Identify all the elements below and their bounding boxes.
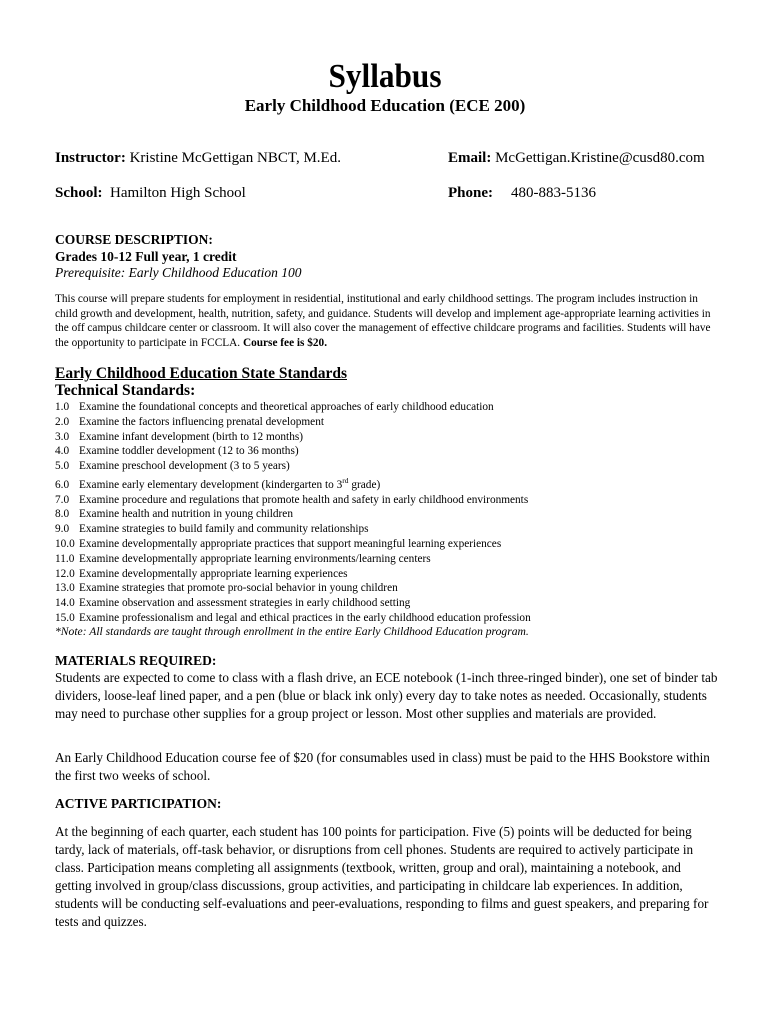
technical-standards-title: Technical Standards: bbox=[55, 382, 196, 399]
standard-number: 6.0 bbox=[55, 478, 70, 491]
participation-heading: ACTIVE PARTICIPATION: bbox=[55, 796, 222, 811]
standard-number: 13.0 bbox=[55, 582, 75, 595]
list-item bbox=[55, 430, 735, 445]
standard-number: 11.0 bbox=[55, 552, 75, 565]
standard-number: 14.0 bbox=[55, 597, 75, 610]
standard-text: Examine infant development (birth to 12 months) bbox=[79, 430, 304, 443]
phone-line bbox=[448, 185, 596, 202]
email-label: Email: bbox=[448, 150, 492, 166]
list-item bbox=[55, 611, 735, 626]
instructor-label: Instructor: bbox=[55, 150, 126, 166]
standard-number: 2.0 bbox=[55, 415, 70, 428]
list-item bbox=[55, 459, 735, 474]
standard-text: Examine procedure and regulations that promote health and safety in early childhood environments bbox=[79, 493, 529, 506]
ordinal-superscript: rd bbox=[342, 475, 349, 485]
list-item bbox=[55, 493, 735, 508]
participation-paragraph: At the beginning of each quarter, each student has 100 points for participation. Five (5) points will be deducted for being tardy, lack of materials, off-task behavior, or disruptions from cell phones. Students are required to actively participate in class. Participation means completing all assignments (textbook, written, group and oral), maintaining a notebook, and getting involved in group/class discussions, group activities, and participating in childcare lab experiences. In addition, students will be conducting self-evaluations and peer-evaluations, responding to films and guest speakers, and preparing for tests and quizzes. bbox=[55, 824, 709, 929]
list-item bbox=[55, 581, 735, 596]
standard-number: 4.0 bbox=[55, 445, 70, 458]
materials-paragraph-2: An Early Childhood Education course fee of $20 (for consumables used in class) must be paid to the HHS Bookstore within the first two weeks of school. bbox=[55, 750, 710, 783]
standard-text-end: grade) bbox=[348, 478, 381, 491]
standard-text: Examine professionalism and legal and ethical practices in the early childhood education profession bbox=[79, 611, 531, 624]
standards-note: *Note: All standards are taught through enrollment in the entire Early Childhood Education program. bbox=[55, 625, 529, 638]
standard-text: Examine developmentally appropriate learning experiences bbox=[79, 567, 348, 580]
standards-list bbox=[55, 400, 735, 626]
materials-heading: MATERIALS REQUIRED: bbox=[55, 653, 217, 668]
school-line bbox=[55, 185, 246, 202]
prerequisite-line: Prerequisite: Early Childhood Education 100 bbox=[55, 265, 302, 280]
standard-number: 5.0 bbox=[55, 460, 70, 473]
standard-text: Examine preschool development (3 to 5 years) bbox=[79, 460, 290, 473]
email-line bbox=[448, 150, 705, 167]
school-value: Hamilton High School bbox=[102, 185, 246, 201]
standard-text: Examine toddler development (12 to 36 months) bbox=[79, 445, 299, 458]
standard-number: 10.0 bbox=[55, 537, 75, 550]
course-description-paragraph bbox=[55, 292, 720, 350]
phone-label: Phone: bbox=[448, 185, 493, 201]
email-value[interactable]: McGettigan.Kristine@cusd80.com bbox=[491, 150, 705, 166]
state-standards-title: Early Childhood Education State Standards bbox=[55, 365, 347, 382]
list-item bbox=[55, 400, 735, 415]
list-item bbox=[55, 567, 735, 582]
standard-text: Examine developmentally appropriate learning environments/learning centers bbox=[79, 552, 431, 565]
standard-text: Examine developmentally appropriate practices that support meaningful learning experiences bbox=[79, 537, 502, 550]
standard-text: Examine observation and assessment strategies in early childhood setting bbox=[79, 597, 411, 610]
standard-text: Examine strategies to build family and community relationships bbox=[79, 523, 369, 536]
standard-number: 9.0 bbox=[55, 523, 70, 536]
list-item bbox=[55, 552, 735, 567]
phone-value: 480-883-5136 bbox=[511, 185, 596, 201]
standard-number: 15.0 bbox=[55, 611, 75, 624]
list-item bbox=[55, 537, 735, 552]
course-description-heading: COURSE DESCRIPTION: bbox=[55, 232, 213, 247]
standard-number: 8.0 bbox=[55, 508, 70, 521]
standard-text: Examine the factors influencing prenatal development bbox=[79, 415, 324, 428]
list-item bbox=[55, 415, 735, 430]
course-description-text: This course will prepare students for employment in residential, institutional and early childhood settings. The program includes instruction in child growth and development, health, nutrition, safety, and guidance. Students will develop and implement age-appropriate learning activities in the off campus childcare center or classroom. It will also cover the management of effective childcare programs and facilities. Students will have the opportunity to participate in FCCLA. bbox=[55, 293, 711, 349]
list-item bbox=[55, 596, 735, 611]
standard-number: 7.0 bbox=[55, 493, 70, 506]
instructor-line bbox=[55, 150, 341, 167]
materials-paragraph-1: Students are expected to come to class with a flash drive, an ECE notebook (1-inch three-ringed binder), one set of binder tab dividers, loose-leaf lined paper, and a pen (blue or black ink only) every day to take notes as needed. Occasionally, students may need to purchase other supplies for a group project or lesson. Most other supplies and materials are provided. bbox=[55, 670, 718, 721]
standard-number: 12.0 bbox=[55, 567, 75, 580]
grades-line: Grades 10-12 Full year, 1 credit bbox=[55, 249, 237, 264]
standard-text: Examine the foundational concepts and theoretical approaches of early childhood education bbox=[79, 401, 494, 413]
instructor-value: Kristine McGettigan NBCT, M.Ed. bbox=[125, 150, 341, 166]
list-item bbox=[55, 474, 735, 493]
list-item bbox=[55, 444, 735, 459]
list-item bbox=[55, 507, 735, 522]
school-label: School: bbox=[55, 185, 103, 201]
standard-number: 1.0 bbox=[55, 401, 70, 413]
standard-text: Examine early elementary development (kindergarten to 3 bbox=[79, 478, 343, 491]
standard-text: Examine health and nutrition in young children bbox=[79, 508, 293, 521]
course-subtitle: Early Childhood Education (ECE 200) bbox=[244, 96, 526, 115]
standard-text: Examine strategies that promote pro-social behavior in young children bbox=[79, 582, 398, 595]
standard-number: 3.0 bbox=[55, 430, 70, 443]
page-title: Syllabus bbox=[328, 58, 442, 95]
list-item bbox=[55, 522, 735, 537]
course-fee-emphasis: Course fee is $20. bbox=[242, 336, 328, 349]
